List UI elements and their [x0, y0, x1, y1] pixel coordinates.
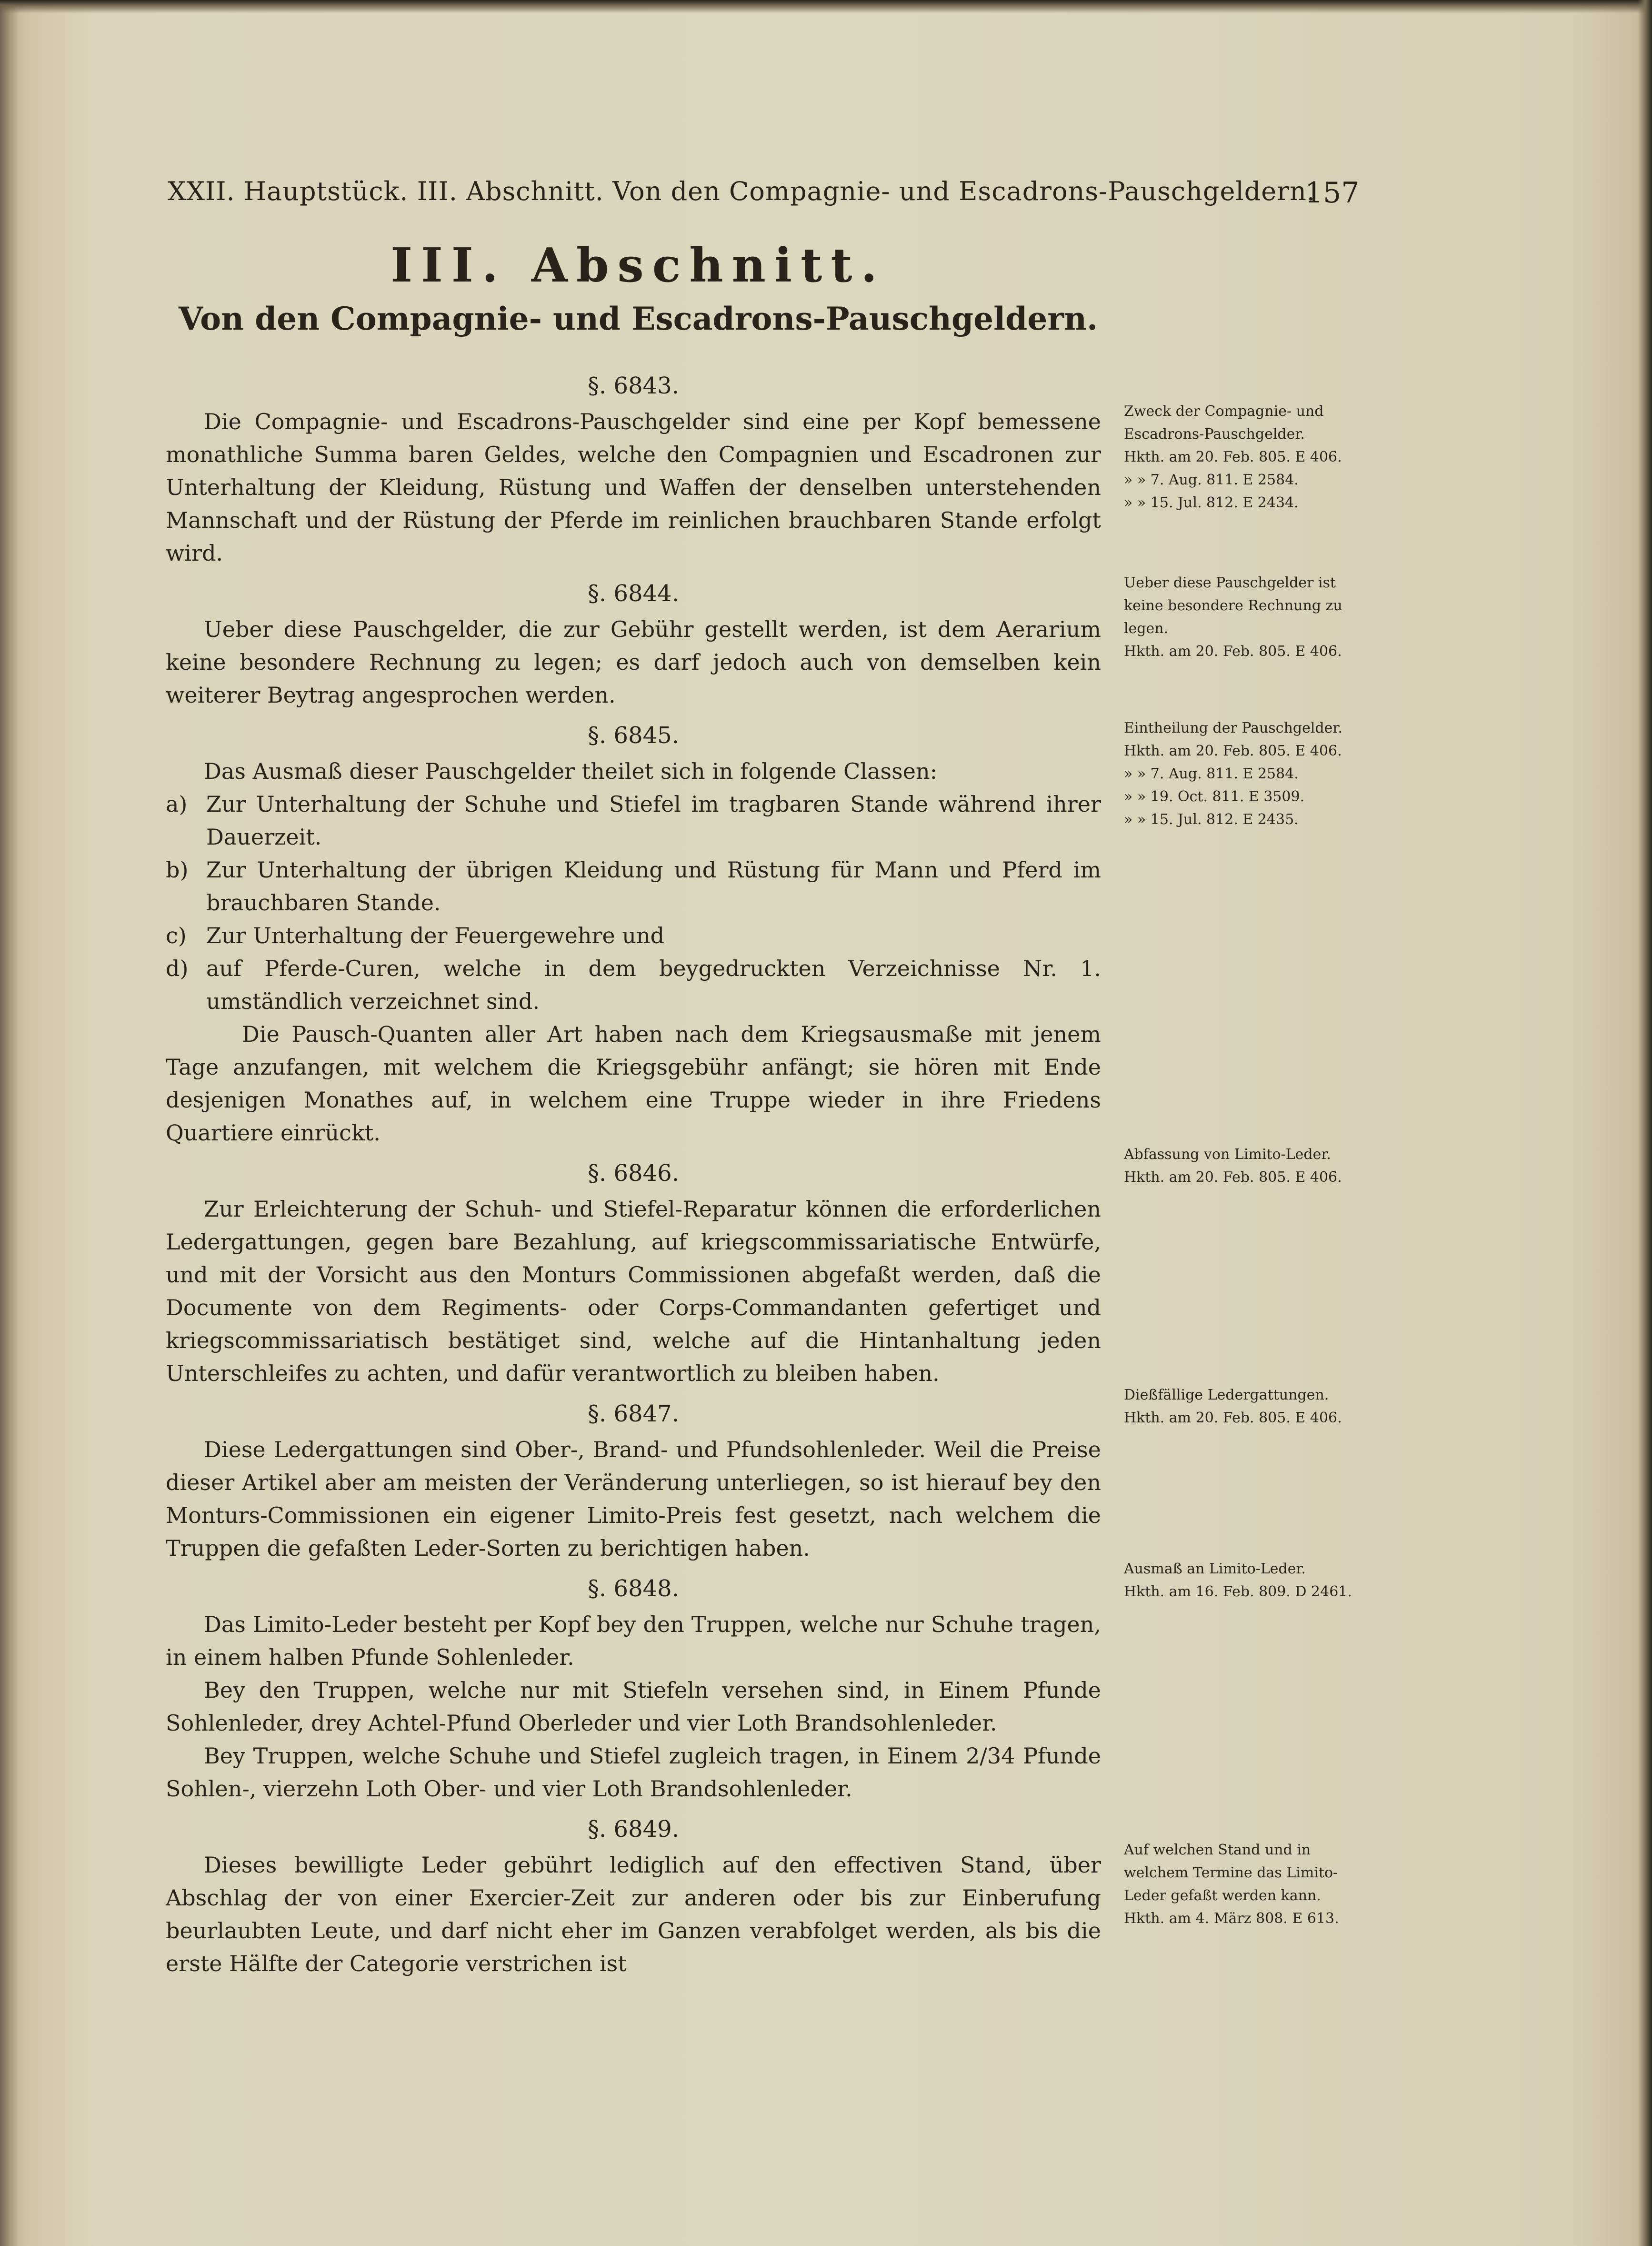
margin-note [1124, 572, 1372, 663]
margin-note-reference: » » 7. Aug. 811. E 2584. [1124, 472, 1299, 488]
paragraph-number: §. 6843. [588, 373, 679, 399]
margin-note [1124, 1558, 1372, 1603]
paragraph-number: §. 6849. [588, 1816, 679, 1843]
margin-note-title: Dießfällige Ledergattungen. [1124, 1387, 1329, 1403]
paragraph-text: Zur Erleichterung der Schuh- und Stiefel-Reparatur können die erforderlichen Ledergattungen, gegen bare Bezahlung, auf kriegscommissariatische Entwürfe, und mit der Vorsicht aus den Monturs Commissionen abgefaßt werden, daß die Documente von dem Regiments- oder Corps-Commandanten gefertiget und kriegscommissariatisch bestätiget sind, welche auf die Hintanhaltung jeden Unterschleifes zu achten, und dafür verantwortlich zu bleiben haben. [166, 1196, 1101, 1386]
list-item [166, 952, 1101, 1018]
paragraph-text: Diese Ledergattungen sind Ober-, Brand- und Pfundsohlenleder. Weil die Preise dieser Artikel aber am meisten der Veränderung unterliegen, so ist hierauf bey den Monturs-Commissionen ein eigener Limito-Preis fest gesetzt, nach welchem die Truppen die gefaßten Leder-Sorten zu berichtigen haben. [166, 1437, 1101, 1561]
margin-note-reference: » » 7. Aug. 811. E 2584. [1124, 765, 1299, 782]
list-item-label: b) [166, 857, 189, 883]
top-edge-shadow [0, 0, 1652, 13]
margin-note-title: Ausmaß an Limito-Leder. [1124, 1561, 1306, 1577]
list-item-label: c) [166, 923, 187, 948]
paragraph-number: §. 6847. [588, 1400, 679, 1427]
list-item [166, 854, 1101, 919]
margin-note-title: Ueber diese Pauschgelder ist keine besondere Rechnung zu legen. [1124, 574, 1342, 637]
margin-note-title: Abfassung von Limito-Leder. [1124, 1146, 1331, 1163]
paragraph-text: Das Limito-Leder besteht per Kopf bey den Truppen, welche nur Schuhe tragen, in einem halben Pfunde Sohlenleder. [166, 1611, 1101, 1670]
paragraph-intro: Das Ausmaß dieser Pauschgelder theilet sich in folgende Classen: [204, 758, 938, 784]
list-item-text: auf Pferde-Curen, welche in dem beygedruckten Verzeichnisse Nr. 1. umständlich verzeichnet sind. [206, 956, 1101, 1014]
paragraph-text: Bey Truppen, welche Schuhe und Stiefel zugleich tragen, in Einem 2/34 Pfunde Sohlen-, vierzehn Loth Ober- und vier Loth Brandsohlenleder. [166, 1743, 1101, 1802]
margin-note-reference: Hkth. am 20. Feb. 805. E 406. [1124, 1169, 1342, 1186]
paragraph-text: Ueber diese Pauschgelder, die zur Gebühr gestellt werden, ist dem Aerarium keine besondere Rechnung zu legen; es darf jedoch auch von demselben kein weiterer Beytrag angesprochen werden. [166, 616, 1101, 708]
margin-note-reference: » » 19. Oct. 811. E 3509. [1124, 788, 1305, 805]
paragraph-text: Bey den Truppen, welche nur mit Stiefeln versehen sind, in Einem Pfunde Sohlenleder, drey Achtel-Pfund Oberleder und vier Loth Brandsohlenleder. [166, 1677, 1101, 1736]
margin-note-reference: Hkth. am 20. Feb. 805. E 406. [1124, 743, 1342, 759]
paragraph-number: §. 6845. [588, 722, 679, 749]
paragraph-number: §. 6844. [588, 580, 679, 607]
list-item-text: Zur Unterhaltung der Feuergewehre und [206, 923, 665, 948]
margin-note-reference: Hkth. am 20. Feb. 805. E 406. [1124, 1410, 1342, 1426]
paragraph-text: Die Compagnie- und Escadrons-Pauschgelder sind eine per Kopf bemessene monathliche Summa baren Geldes, welche den Compagnien und Escadronen zur Unterhaltung der Kleidung, Rüstung und Waffen der denselben unterstehenden Mannschaft und der Rüstung der Pferde im reinlichen brauchbaren Stande erfolgt wird. [166, 409, 1101, 566]
running-head: XXII. Hauptstück. III. Abschnitt. Von den Compagnie- und Escadrons-Pauschgeldern. [168, 176, 1316, 206]
classes-list [166, 788, 1101, 1018]
list-item-text: Zur Unterhaltung der übrigen Kleidung und Rüstung für Mann und Pferd im brauchbaren Stande. [206, 857, 1101, 916]
right-edge-shadow [1638, 0, 1652, 2246]
list-item [166, 788, 1101, 854]
list-item-label: d) [166, 956, 189, 981]
paragraph-text: Die Pausch-Quanten aller Art haben nach dem Kriegsausmaße mit jenem Tage anzufangen, mit welchem die Kriegsgebühr anfängt; sie hören mit Ende desjenigen Monathes auf, in welchem eine Truppe wieder in ihre Friedens Quartiere einrückt. [166, 1021, 1101, 1146]
margin-note-reference: Hkth. am 20. Feb. 805. E 406. [1124, 643, 1342, 660]
margin-note-title: Eintheilung der Pauschgelder. [1124, 720, 1343, 736]
section-heading: III. Abschnitt. [390, 238, 886, 293]
margin-note [1124, 1384, 1372, 1430]
section-subheading: Von den Compagnie- und Escadrons-Pauschgeldern. [178, 300, 1098, 337]
main-text-column [166, 362, 1101, 1980]
list-item-text: Zur Unterhaltung der Schuhe und Stiefel im tragbaren Stande während ihrer Dauerzeit. [206, 791, 1101, 850]
paragraph-number: §. 6848. [588, 1575, 679, 1602]
margin-note-reference: Hkth. am 20. Feb. 805. E 406. [1124, 449, 1342, 465]
margin-note-reference: » » 15. Jul. 812. E 2435. [1124, 811, 1299, 828]
margin-note-reference: Hkth. am 16. Feb. 809. D 2461. [1124, 1583, 1352, 1600]
margin-note [1124, 717, 1372, 831]
margin-note-reference: » » 15. Jul. 812. E 2434. [1124, 494, 1299, 511]
list-item [166, 919, 1101, 952]
margin-note [1124, 1839, 1372, 1930]
paragraph-number: §. 6846. [588, 1160, 679, 1187]
page-number: 157 [1305, 176, 1360, 210]
list-item-label: a) [166, 791, 188, 817]
margin-note [1124, 400, 1372, 514]
margin-note-reference: Hkth. am 4. März 808. E 613. [1124, 1910, 1339, 1927]
margin-note [1124, 1143, 1372, 1189]
margin-note-title: Zweck der Compagnie- und Escadrons-Pauschgelder. [1124, 403, 1324, 443]
paragraph-text: Dieses bewilligte Leder gebührt lediglich auf den effectiven Stand, über Abschlag der von einer Exercier-Zeit zur anderen oder bis zur Einberufung beurlaubten Leute, und darf nicht eher im Ganzen verabfolget werden, als bis die erste Hälfte der Categorie verstrichen ist [166, 1852, 1101, 1976]
binding-fold [0, 0, 19, 2246]
margin-note-title: Auf welchen Stand und in welchem Termine das Limito-Leder gefaßt werden kann. [1124, 1842, 1338, 1904]
